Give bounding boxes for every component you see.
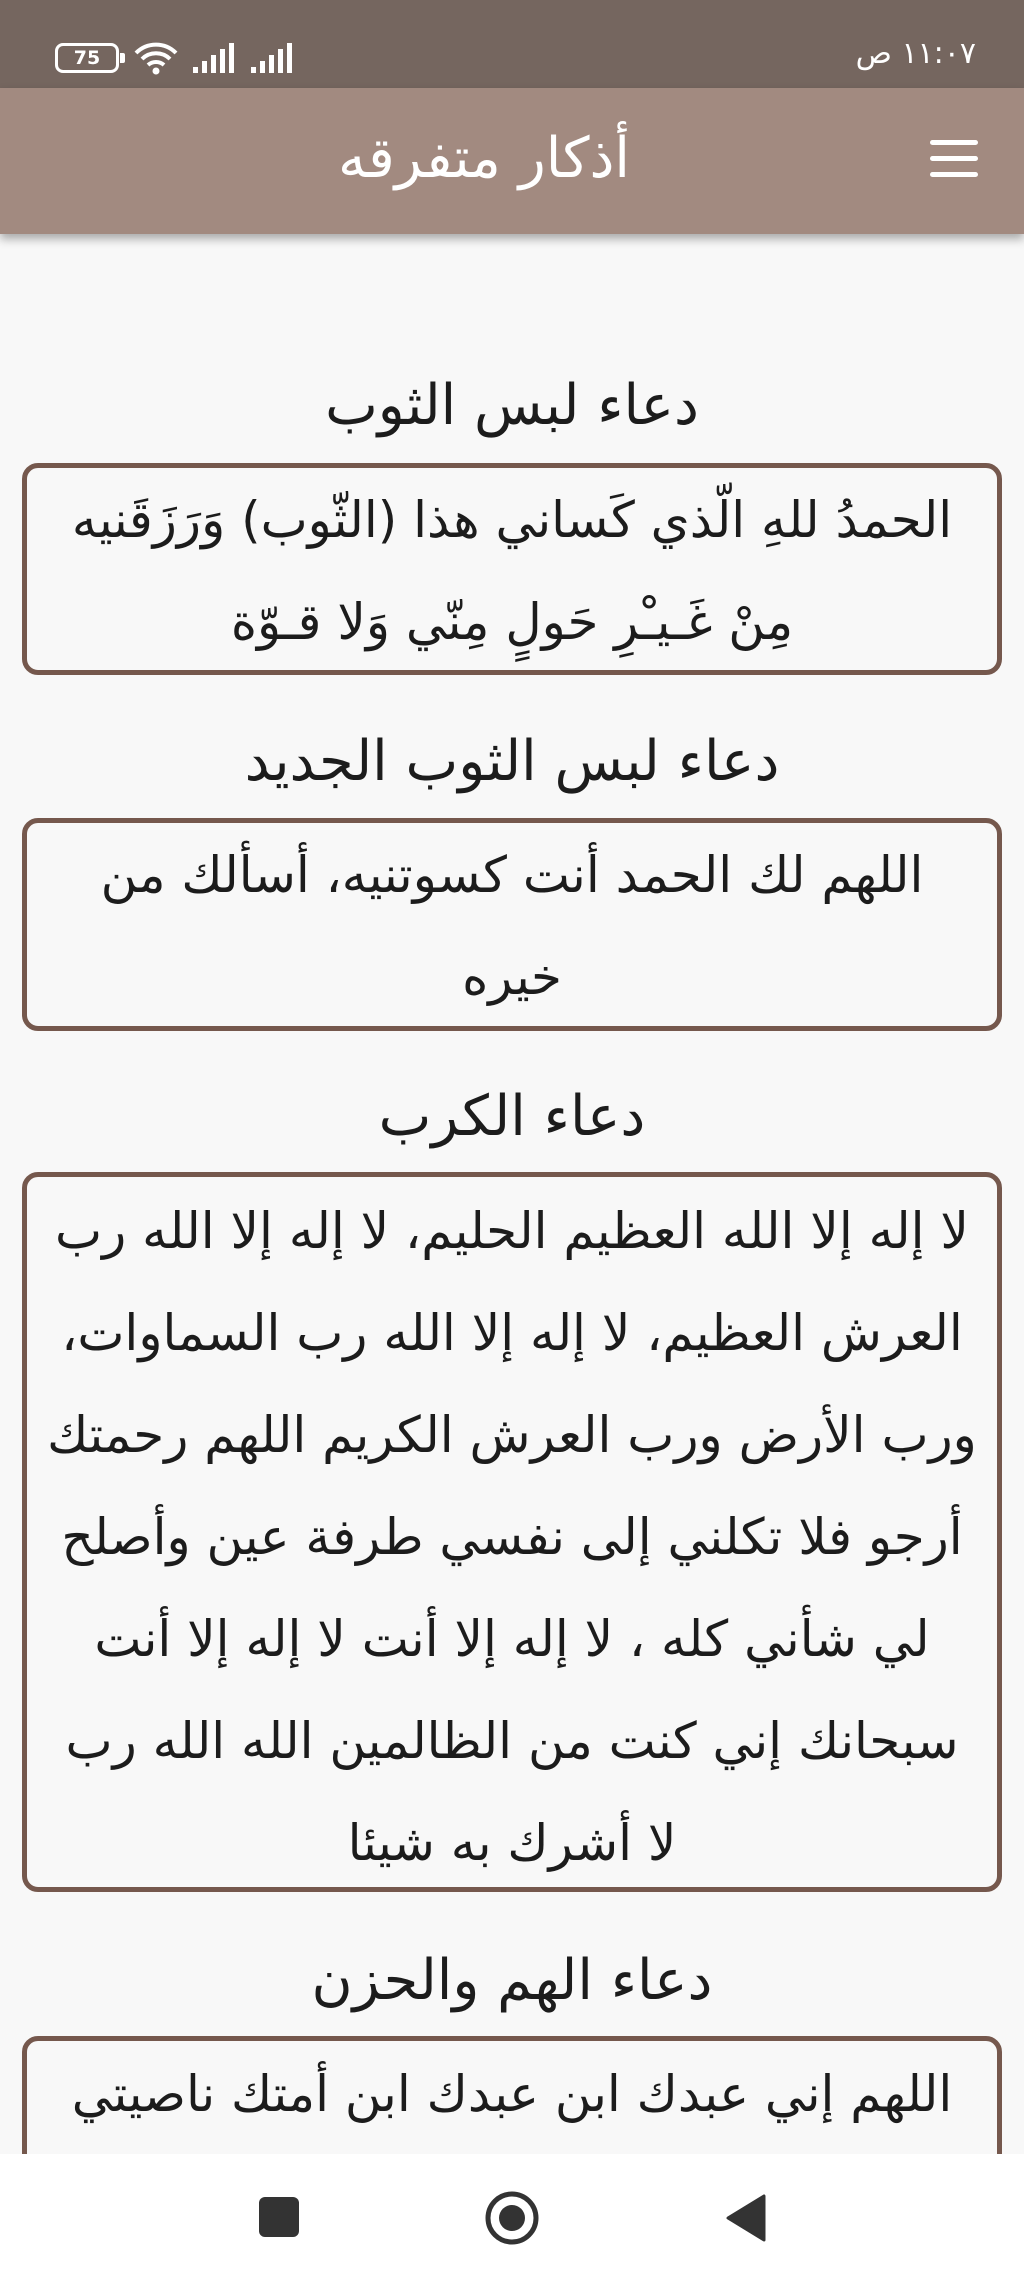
signal-icon xyxy=(193,43,237,73)
status-icons xyxy=(55,40,295,76)
square-recents-icon[interactable] xyxy=(259,2197,299,2237)
circle-home-icon[interactable] xyxy=(484,2190,540,2246)
dua-card xyxy=(22,463,1002,675)
hamburger-menu-icon[interactable] xyxy=(930,140,982,182)
battery-level: 75 xyxy=(73,47,101,69)
status-bar xyxy=(0,0,1024,88)
dua-text: اللهم لك الحمد أنت كسوتنيه، أسألك من خيره xyxy=(100,846,924,1006)
section-title: دعاء الكرب xyxy=(378,1084,646,1149)
dua-card xyxy=(22,1172,1002,1892)
section-title: دعاء لبس الثوب الجديد xyxy=(244,729,780,794)
dua-text: الحمدُ للهِ الّذي كَساني هذا (الثّوب) وَرَزَقَنيه مِنْ غَـيـْرِ حَولٍ مِنّي وَلا قـوّة xyxy=(71,491,953,651)
section-title: دعاء الهم والحزن xyxy=(311,1948,713,2013)
status-time: ١١:٠٧ ص xyxy=(855,36,976,71)
dua-card xyxy=(22,2036,1002,2154)
dua-text: اللهم إني عبدك ابن عبدك ابن أمتك ناصيتي xyxy=(71,2065,953,2123)
wifi-icon xyxy=(133,41,179,75)
triangle-back-icon[interactable] xyxy=(724,2194,768,2242)
section-title: دعاء لبس الثوب xyxy=(325,373,699,438)
dua-card xyxy=(22,818,1002,1031)
navigation-bar xyxy=(0,2154,1024,2276)
content-scroll[interactable] xyxy=(0,234,1024,2154)
app-bar xyxy=(0,88,1024,234)
signal-icon xyxy=(251,43,295,73)
battery-icon xyxy=(55,43,119,73)
page-title: أذكار متفرقه xyxy=(338,126,630,191)
dua-text: لا إله إلا الله العظيم الحليم، لا إله إلا الله رب العرش العظيم، لا إله إلا الله رب السماوات، ورب الأرض ورب العرش الكريم اللهم رحمتك أرجو فلا تكلني إلى نفسي طرفة عين وأصلح لي شأني كله ، لا إله إلا أنت لا إله إلا أنت سبحانك إني كنت من الظالمين الله الله رب لا أشرك به شيئا xyxy=(47,1202,977,1872)
